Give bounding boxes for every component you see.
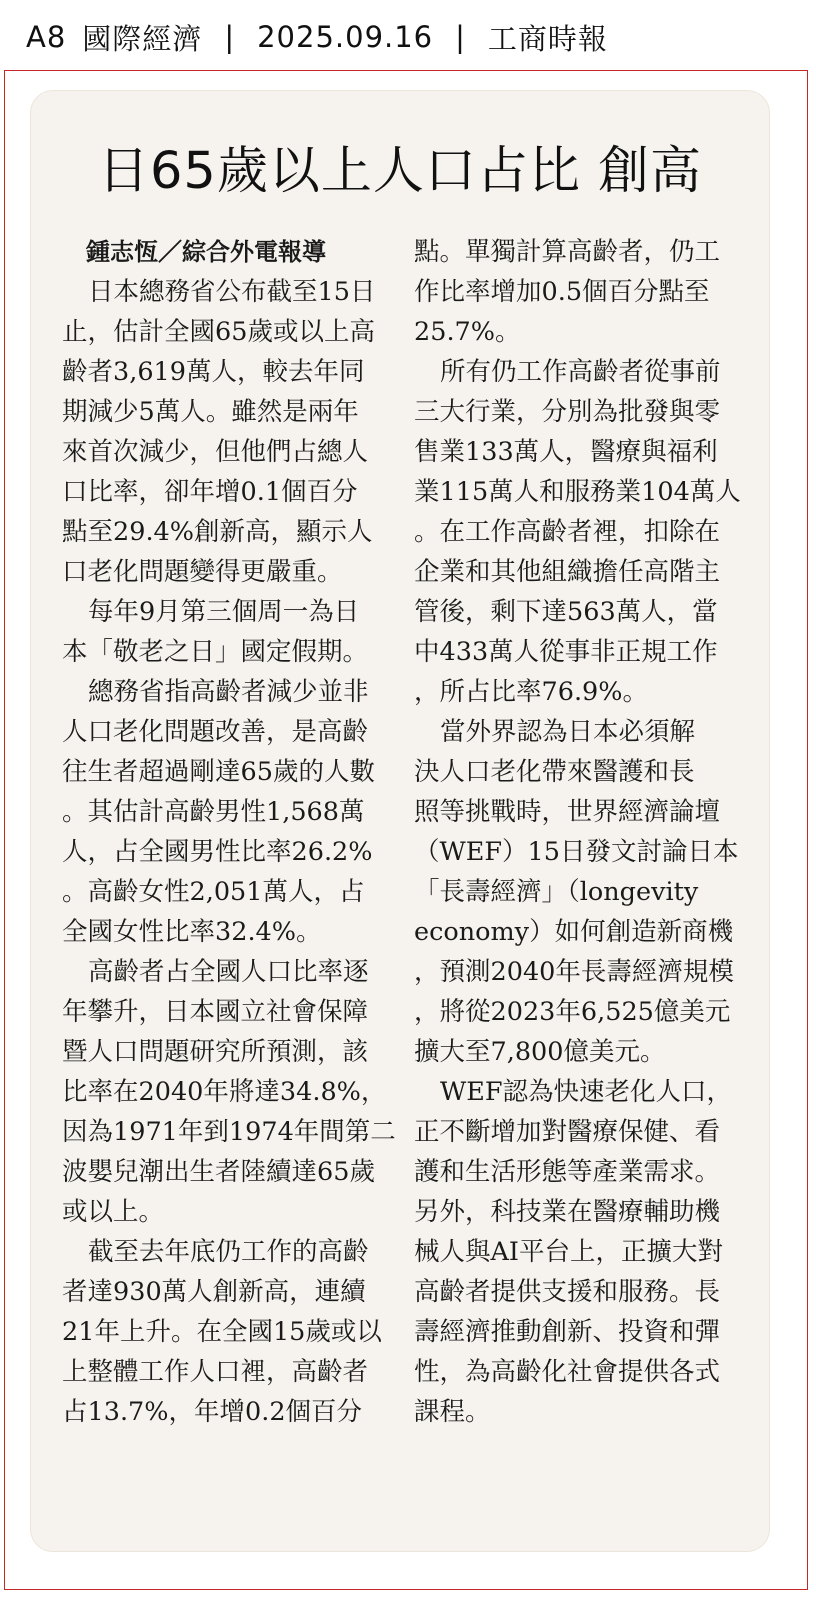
text-line: 人口老化問題改善，是高齡 xyxy=(62,717,369,747)
text-line: 25.7%。 xyxy=(414,317,521,347)
header-divider: | xyxy=(224,20,236,54)
article-byline: 鍾志恆／綜合外電報導 xyxy=(86,238,326,266)
text-line: 三大行業，分別為批發與零 xyxy=(414,397,721,427)
text-line: 高齡者占全國人口比率逐 xyxy=(88,957,369,987)
text-line: 決人口老化帶來醫護和長 xyxy=(414,757,695,787)
text-line: （WEF）15日發文討論日本 xyxy=(414,837,739,867)
text-line: 售業133萬人，醫療與福利 xyxy=(414,437,718,467)
text-line: 中433萬人從事非正規工作 xyxy=(414,637,718,667)
text-line: 齡者3,619萬人，較去年同 xyxy=(62,357,365,387)
article-column-left xyxy=(62,232,396,1432)
text-line: 總務省指高齡者減少並非 xyxy=(88,677,369,707)
text-line: 每年9月第三個周一為日 xyxy=(88,597,360,627)
text-line: 當外界認為日本必須解 xyxy=(440,717,696,747)
article-headline: 日65歲以上人口占比 創高 xyxy=(97,142,703,201)
text-line: 照等挑戰時，世界經濟論壇 xyxy=(414,797,721,827)
text-line: 正不斷增加對醫療保健、看 xyxy=(414,1117,721,1147)
text-line: ，將從2023年6,525億美元 xyxy=(414,997,731,1027)
text-line: 。在工作高齡者裡，扣除在 xyxy=(414,517,721,547)
text-line: 日本總務省公布截至15日 xyxy=(88,277,376,307)
issue-date: 2025.09.16 xyxy=(257,20,434,54)
text-line: 高齡者提供支援和服務。長 xyxy=(414,1277,721,1307)
header-divider: | xyxy=(455,20,466,54)
text-line: 21年上升。在全國15歲或以 xyxy=(62,1317,382,1347)
text-line: 「長壽經濟」（longevity xyxy=(414,877,699,907)
text-line: 上整體工作人口裡，高齡者 xyxy=(62,1357,369,1387)
text-line: WEF認為快速老化人口， xyxy=(440,1077,733,1107)
text-line: economy）如何創造新商機 xyxy=(414,917,734,947)
text-line: 口老化問題變得更嚴重。 xyxy=(62,557,343,587)
text-line: 所有仍工作高齡者從事前 xyxy=(440,357,721,387)
text-line: 護和生活形態等產業需求。 xyxy=(414,1157,721,1187)
text-line: 本「敬老之日」國定假期。 xyxy=(62,637,369,667)
text-line: 來首次減少，但他們占總人 xyxy=(62,437,369,467)
text-line: 因為1971年到1974年間第二 xyxy=(62,1117,396,1147)
text-line: 截至去年底仍工作的高齡 xyxy=(88,1237,369,1267)
article-column-right xyxy=(414,232,749,1432)
text-line: 作比率增加0.5個百分點至 xyxy=(414,277,710,307)
text-line: 管後，剩下達563萬人，當 xyxy=(414,597,718,627)
text-line: 人，占全國男性比率26.2% xyxy=(62,837,373,867)
text-line: 點。單獨計算高齡者，仍工 xyxy=(414,237,721,267)
text-line: 或以上。 xyxy=(62,1197,165,1227)
text-line: 年攀升，日本國立社會保障 xyxy=(62,997,369,1027)
page-header xyxy=(26,14,608,60)
text-line: 壽經濟推動創新、投資和彈 xyxy=(414,1317,721,1347)
text-line: 另外，科技業在醫療輔助機 xyxy=(414,1197,721,1227)
text-line: 占13.7%，年增0.2個百分 xyxy=(62,1397,363,1427)
text-line: 期減少5萬人。雖然是兩年 xyxy=(62,397,359,427)
text-line: 比率在2040年將達34.8%， xyxy=(62,1077,387,1107)
text-line: 擴大至7,800億美元。 xyxy=(414,1037,666,1067)
text-line: ，預測2040年長壽經濟規模 xyxy=(414,957,734,987)
text-line: 波嬰兒潮出生者陸續達65歲 xyxy=(62,1157,375,1187)
publication-name: 工商時報 xyxy=(487,21,608,56)
text-line: 業115萬人和服務業104萬人 xyxy=(414,477,741,507)
text-line: ，所占比率76.9%。 xyxy=(414,677,649,707)
text-line: 。高齡女性2,051萬人，占 xyxy=(62,877,365,907)
text-line: 點至29.4%創新高，顯示人 xyxy=(62,517,373,547)
text-line: 暨人口問題研究所預測，該 xyxy=(62,1037,369,1067)
text-line: 止，估計全國65歲或以上高 xyxy=(62,317,375,347)
text-line: 課程。 xyxy=(414,1397,491,1427)
text-line: 口比率，卻年增0.1個百分 xyxy=(62,477,358,507)
section-name: 國際經濟 xyxy=(82,21,203,56)
text-line: 往生者超過剛達65歲的人數 xyxy=(62,757,375,787)
text-line: 全國女性比率32.4%。 xyxy=(62,917,322,947)
page-number: A8 xyxy=(26,20,67,54)
text-line: 。其估計高齡男性1,568萬 xyxy=(62,797,365,827)
text-line: 企業和其他組織擔任高階主 xyxy=(414,557,721,587)
text-line: 械人與AI平台上，正擴大對 xyxy=(414,1237,723,1267)
text-line: 者達930萬人創新高，連續 xyxy=(62,1277,366,1307)
text-line: 性，為高齡化社會提供各式 xyxy=(414,1357,721,1387)
